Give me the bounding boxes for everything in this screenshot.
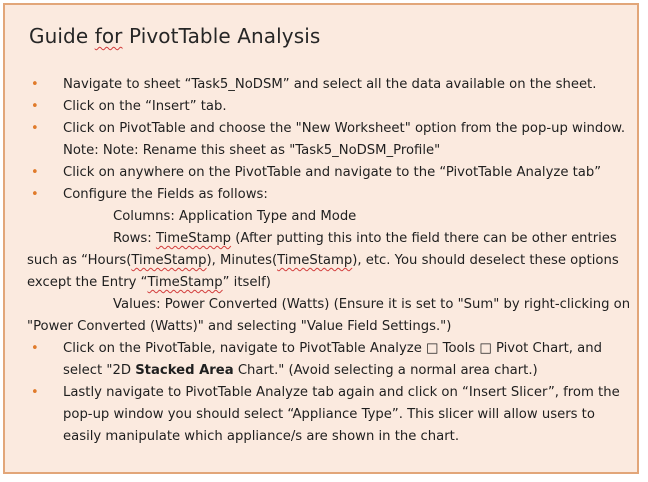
list-item: • Click on anywhere on the PivotTable and navigate to the “PivotTable Analyze tab” bbox=[27, 162, 633, 184]
list-item: • Navigate to sheet “Task5_NoDSM” and select all the data available on the sheet. bbox=[27, 74, 633, 96]
list-item: • Configure the Fields as follows: bbox=[27, 184, 633, 206]
list-item: • Click on the “Insert” tab. bbox=[27, 96, 633, 118]
rows-field: Rows: TimeStamp (After putting this into the field there can be other entries such as “Hours(TimeStamp), Minutes(TimeStamp), etc. You should deselect these options except the Entry “TimeStamp” itself) bbox=[27, 231, 619, 290]
list-item: • Click on PivotTable and choose the "New Worksheet" option from the pop-up window. Note: Note: Rename this sheet as "Task5_NoDSM_Profile" bbox=[27, 118, 633, 162]
bullet-icon: • bbox=[31, 341, 39, 356]
bullet-icon: • bbox=[31, 187, 39, 202]
bullet-icon: • bbox=[31, 77, 39, 92]
bullet-icon: • bbox=[31, 121, 39, 136]
spellcheck-word: for bbox=[94, 24, 123, 48]
steps-list bbox=[27, 74, 633, 448]
values-field: Values: Power Converted (Watts) (Ensure it is set to "Sum" by right-clicking on "Power Converted (Watts)" and selecting "Value Field Settings.") bbox=[27, 297, 631, 334]
columns-field: Columns: Application Type and Mode bbox=[113, 209, 357, 224]
guide-card bbox=[3, 3, 639, 474]
bullet-icon: • bbox=[31, 385, 39, 400]
list-item: • Lastly navigate to PivotTable Analyze tab again and click on “Insert Slicer”, from the pop-up window you should select “Appliance Type”. This slicer will allow users to easily manipulate which appliance/s are shown in the chart. bbox=[27, 382, 633, 448]
list-item: • Click on the PivotTable, navigate to PivotTable Analyze □ Tools □ Pivot Chart, and select "2D Stacked Area Chart." (Avoid selecting a normal area chart.) bbox=[27, 338, 633, 382]
bullet-icon: • bbox=[31, 165, 39, 180]
page-title: Guide for PivotTable Analysis bbox=[29, 24, 321, 48]
bullet-icon: • bbox=[31, 99, 39, 114]
